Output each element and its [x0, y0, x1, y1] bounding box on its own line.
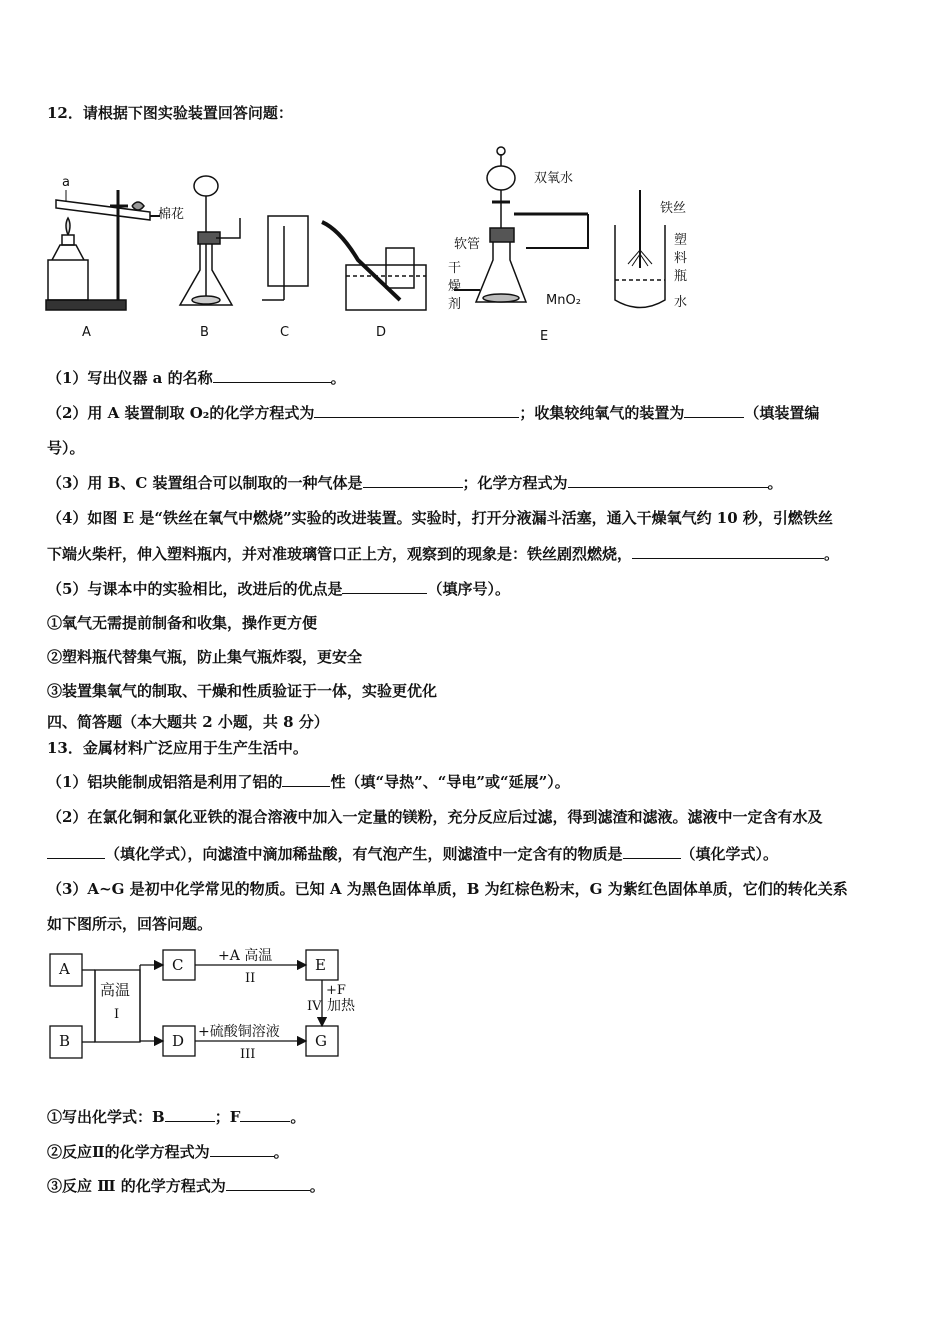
- apparatus-figure: [40, 140, 720, 350]
- q12-option-3: ③装置集氧气的制取、干燥和性质验证于一体，实验更优化: [47, 682, 438, 700]
- reaction-4-reagent: +F: [326, 983, 346, 998]
- reaction-4-number: IV: [307, 999, 322, 1014]
- answer-blank[interactable]: [210, 1142, 274, 1157]
- label-mno2: MnO₂: [546, 293, 581, 308]
- q13-a3: ③反应 Ⅲ 的化学方程式为 。: [47, 1177, 325, 1195]
- q12-option-2: ②塑料瓶代替集气瓶，防止集气瓶炸裂，更安全: [47, 648, 363, 666]
- q12-p3: （3）用 B、C 装置组合可以制取的一种气体是 ；化学方程式为 。: [47, 474, 783, 492]
- q13-p2b: （填化学式），向滤渣中滴加稀盐酸，有气泡产生，则滤渣中一定含有的物质是 （填化学式）。: [47, 844, 778, 864]
- answer-blank[interactable]: [47, 844, 105, 859]
- flow-label-b: B: [59, 1032, 71, 1050]
- q13-p3a: （3）A~G 是初中化学常见的物质。已知 A 为黑色固体单质，B 为红棕色粉末，G 为紫红色固体单质，它们的转化关系: [47, 880, 848, 898]
- label-plastic-2: 料: [674, 251, 688, 266]
- reaction-3-condition: +硫酸铜溶液: [198, 1024, 280, 1040]
- answer-blank[interactable]: [684, 403, 744, 418]
- caption-b: B: [200, 325, 209, 340]
- apparatus-b: [180, 176, 240, 305]
- q12-p1: （1）写出仪器 a 的名称 。: [47, 369, 346, 387]
- q12-p4a: （4）如图 E 是“铁丝在氧气中燃烧”实验的改进装置。实验时，打开分液漏斗活塞，通入干燥氧气约 10 秒，引燃铁丝: [47, 509, 833, 527]
- section-4-heading: 四、简答题（本大题共 2 小题，共 8 分）: [47, 713, 329, 731]
- caption-a: A: [82, 325, 91, 340]
- caption-c: C: [280, 325, 290, 340]
- label-plastic-3: 瓶: [674, 269, 688, 284]
- answer-blank[interactable]: [632, 544, 824, 559]
- answer-blank[interactable]: [213, 368, 331, 383]
- label-water: 水: [674, 295, 688, 310]
- caption-d: D: [376, 325, 387, 340]
- q13-a2: ②反应Ⅱ的化学方程式为 。: [47, 1143, 289, 1161]
- answer-blank[interactable]: [165, 1107, 215, 1122]
- reaction-1-condition: 高温: [100, 981, 131, 999]
- label-wire: 铁丝: [660, 201, 687, 216]
- label-plastic-1: 塑: [674, 233, 688, 248]
- answer-blank[interactable]: [342, 579, 427, 594]
- q12-option-1: ①氧气无需提前制备和收集，操作更方便: [47, 614, 318, 632]
- reaction-2-condition: +A 高温: [218, 948, 273, 964]
- q13-title: 13．金属材料广泛应用于生产生活中。: [47, 739, 308, 757]
- q12-title: 12．请根据下图实验装置回答问题：: [47, 104, 293, 122]
- flow-label-a: A: [59, 960, 70, 978]
- apparatus-c: [262, 216, 308, 300]
- answer-blank[interactable]: [363, 473, 463, 488]
- answer-blank[interactable]: [568, 473, 768, 488]
- q12-p2b: 号）。: [47, 439, 85, 457]
- answer-blank[interactable]: [282, 772, 330, 787]
- q12-p4b: 下端火柴杆，伸入塑料瓶内，并对准玻璃管口正上方，观察到的现象是：铁丝剧烈燃烧， 。: [47, 545, 840, 563]
- flow-label-c: C: [172, 956, 184, 974]
- q12-p5: （5）与课本中的实验相比，改进后的优点是 （填序号）。: [47, 580, 510, 598]
- q13-a1: ①写出化学式：B ；F 。: [47, 1108, 306, 1126]
- label-cotton: 棉花: [158, 207, 185, 222]
- apparatus-a: [46, 190, 160, 310]
- label-dry-1: 干: [448, 261, 462, 276]
- q13-p3b: 如下图所示，回答问题。: [47, 915, 213, 933]
- conversion-flowchart: [40, 940, 380, 1070]
- reaction-2-number: II: [245, 971, 256, 986]
- label-h2o2: 双氧水: [534, 171, 574, 186]
- answer-blank[interactable]: [226, 1176, 310, 1191]
- caption-e: E: [540, 329, 549, 344]
- reaction-1-number: I: [114, 1007, 120, 1022]
- answer-blank[interactable]: [240, 1107, 290, 1122]
- label-dry-2: 燥: [448, 279, 462, 294]
- label-hose: 软管: [454, 237, 481, 252]
- flow-label-d: D: [172, 1032, 185, 1050]
- answer-blank[interactable]: [314, 403, 519, 418]
- label-a: a: [62, 175, 70, 190]
- answer-blank[interactable]: [623, 844, 681, 859]
- flow-label-g: G: [315, 1032, 327, 1050]
- apparatus-d: [322, 222, 426, 310]
- q12-p2a: （2）用 A 装置制取 O₂的化学方程式为 ；收集较纯氧气的装置为 （填装置编: [47, 404, 820, 422]
- reaction-3-number: III: [240, 1047, 256, 1062]
- q13-p2a: （2）在氯化铜和氯化亚铁的混合溶液中加入一定量的镁粉，充分反应后过滤，得到滤渣和滤液。滤液中一定含有水及: [47, 808, 823, 826]
- label-dry-3: 剂: [448, 297, 462, 312]
- q13-p1: （1）铝块能制成铝箔是利用了铝的 性（填“导热”、“导电”或“延展”）。: [47, 773, 570, 791]
- reaction-4-condition: 加热: [327, 998, 355, 1014]
- flow-label-e: E: [315, 956, 326, 974]
